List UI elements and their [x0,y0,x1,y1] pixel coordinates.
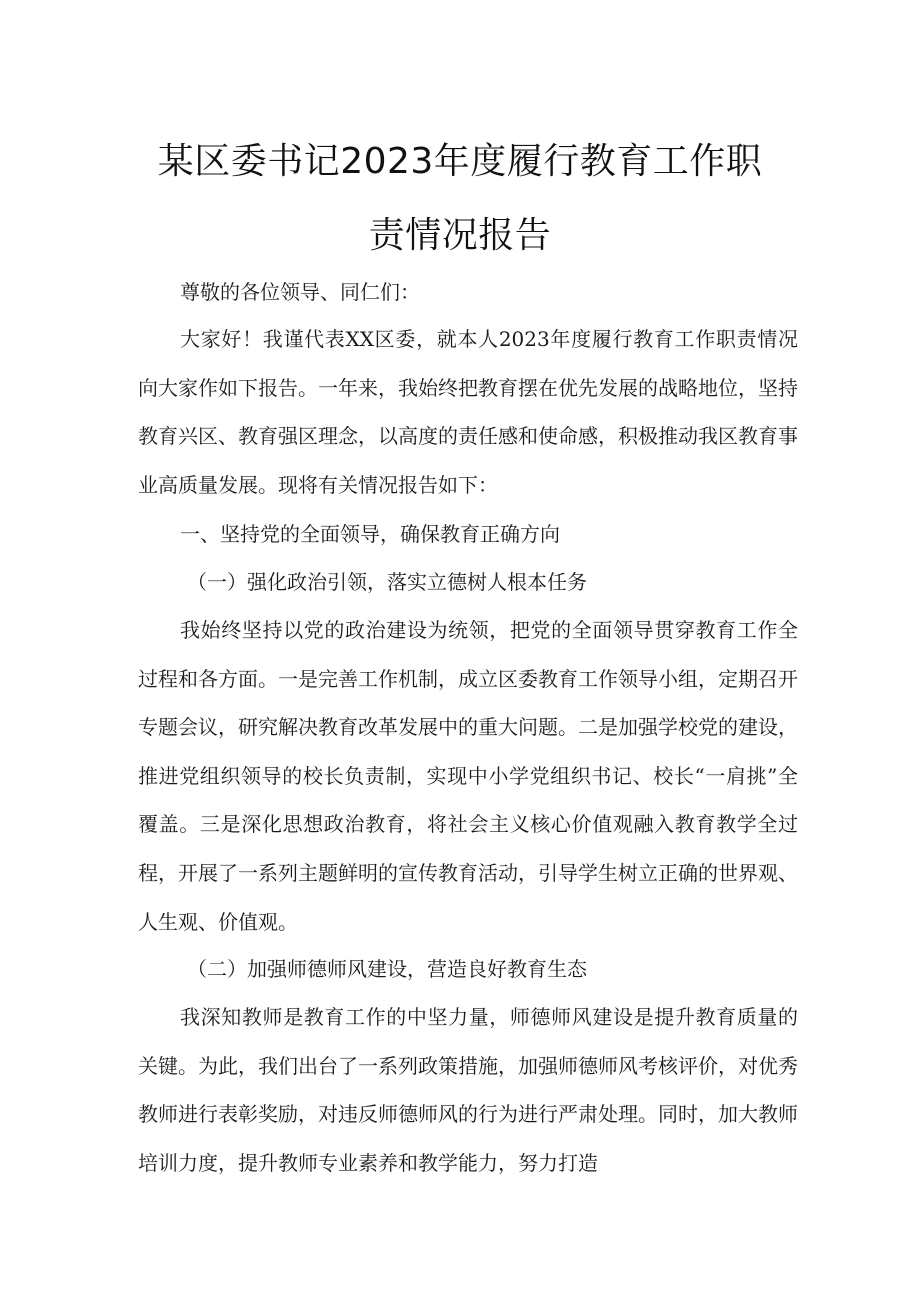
salutation: 尊敬的各位领导、同仁们： [180,280,420,304]
document-title-line-2: 责情况报告 [368,215,552,256]
subsection-2-body: 我深知教师是教育工作的中坚力量，师德师风建设是提升教育质量的关键。为此，我们出台了一系列政策措施，加强师德师风考核评价，对优秀教师进行表彰奖励，对违反师德师风的行为进行严肃处理。同时，加大教师培训力度，提升教师专业素养和教学能力，努力打造 [138,1005,798,1175]
subsection-1-body: 我始终坚持以党的政治建设为统领，把党的全面领导贯穿教育工作全过程和各方面。一是完善工作机制，成立区委教育工作领导小组，定期召开专题会议，研究解决教育改革发展中的重大问题。二是加强学校党的建设，推进党组织领导的校长负责制，实现中小学党组织书记、校长“一肩挑”全覆盖。三是深化思想政治教育，将社会主义核心价值观融入教育教学全过程，开展了一系列主题鲜明的宣传教育活动，引导学生树立正确的世界观、人生观、价值观。 [138,618,798,934]
subsection-2-heading: （二）加强师德师风建设，营造良好教育生态 [187,957,587,981]
document-title-line-1: 某区委书记2023年度履行教育工作职 [157,141,763,182]
section-1-heading: 一、坚持党的全面领导，确保教育正确方向 [180,522,560,546]
intro-paragraph: 大家好！我谨代表XX区委，就本人2023年度履行教育工作职责情况向大家作如下报告。一年来，我始终把教育摆在优先发展的战略地位，坚持教育兴区、教育强区理念，以高度的责任感和使命感，积极推动我区教育事业高质量发展。现将有关情况报告如下： [138,327,798,497]
subsection-1-heading: （一）强化政治引领，落实立德树人根本任务 [187,570,587,594]
